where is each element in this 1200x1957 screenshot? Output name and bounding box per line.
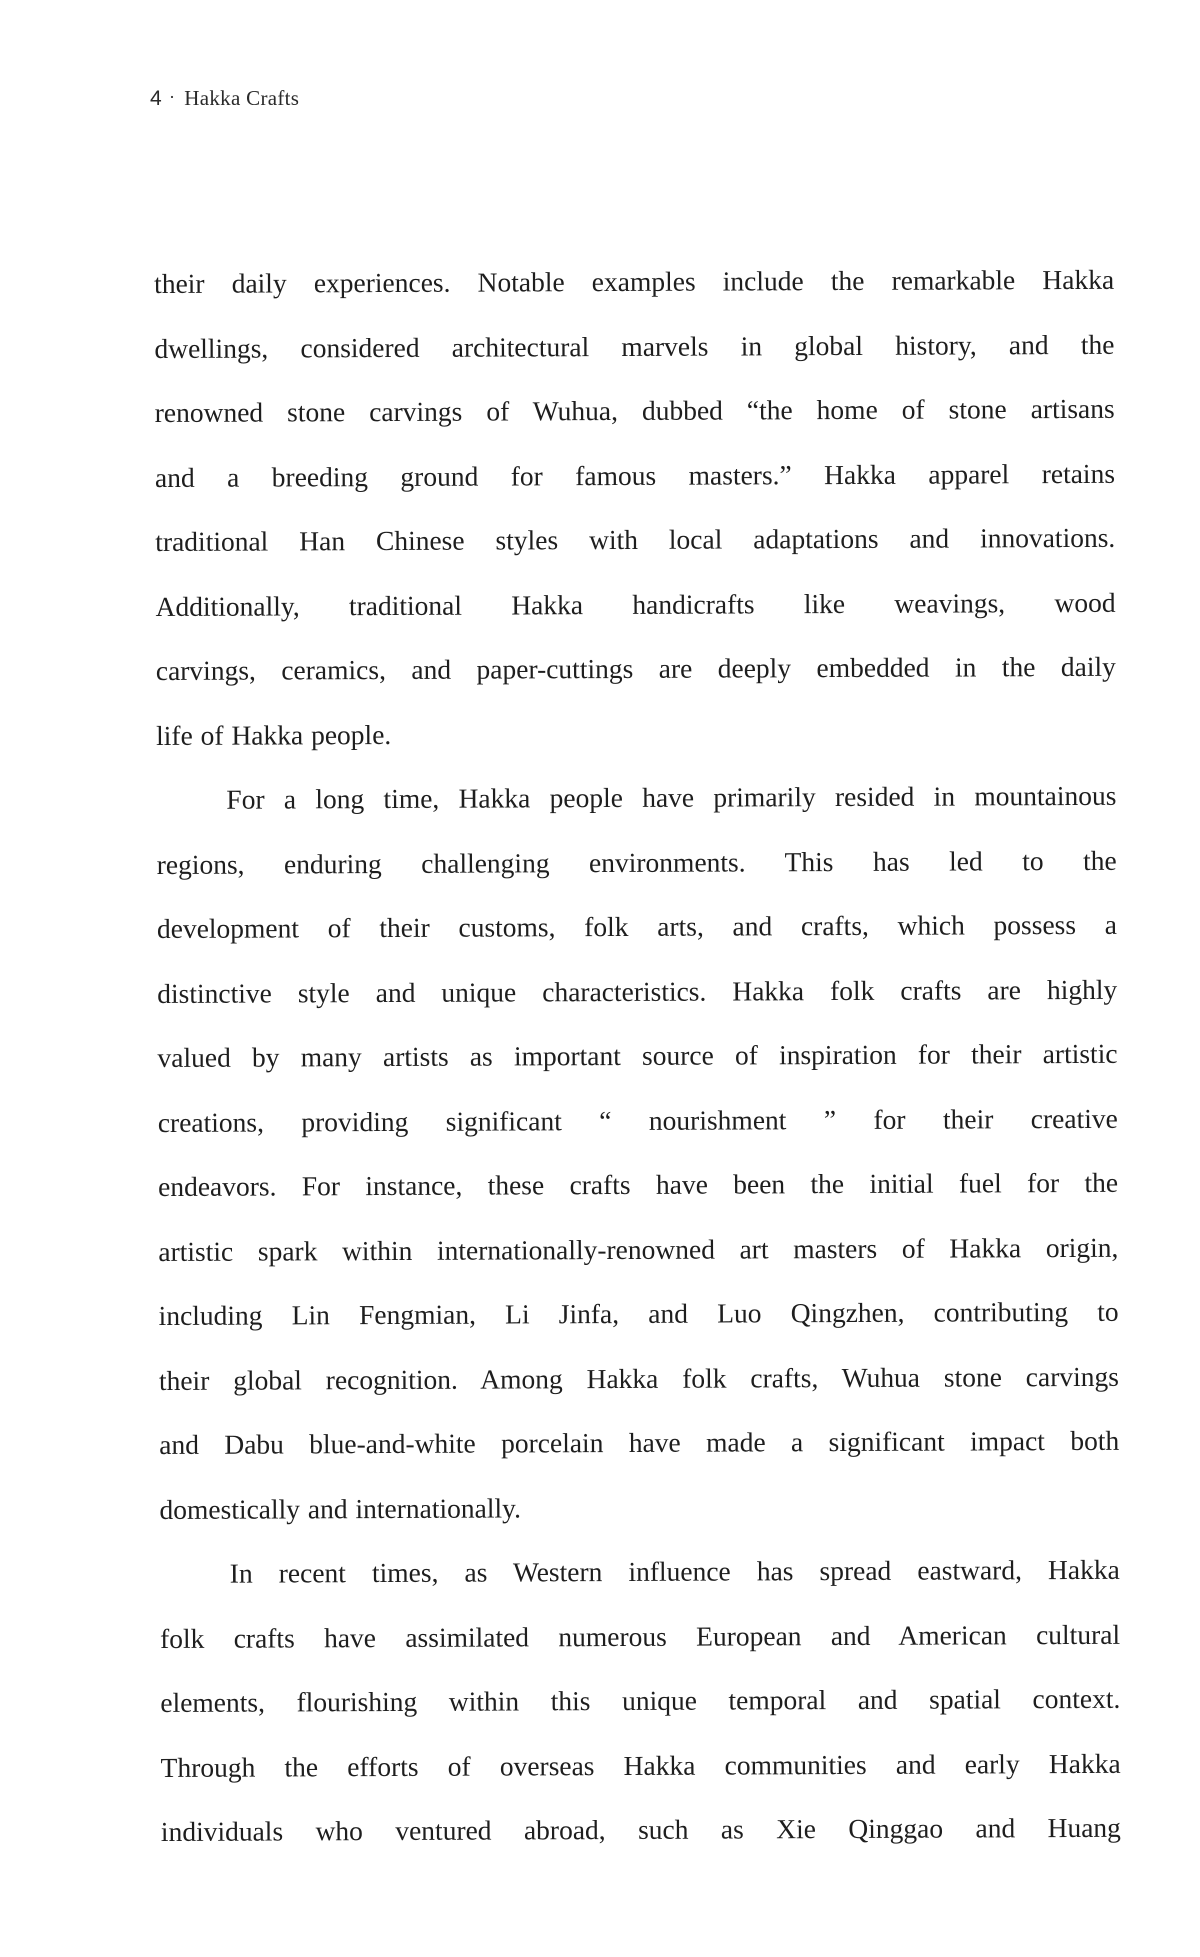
text-line: and a breeding ground for famous masters.” Hakka apparel retains (154, 457, 1116, 493)
text-line: Additionally, traditional Hakka handicrafts like weavings, wood (155, 586, 1116, 622)
text-line: dwellings, considered architectural marvels in global history, and the (154, 328, 1115, 364)
text-line: individuals who ventured abroad, such as Xie Qinggao and Huang (160, 1811, 1121, 1847)
text-line: endeavors. For instance, these crafts have been the initial fuel for the (158, 1166, 1119, 1202)
text-line: folk crafts have assimilated numerous European and American cultural (159, 1618, 1121, 1654)
text-line: renowned stone carvings of Wuhua, dubbed “the home of stone artisans (154, 392, 1115, 428)
text-line: development of their customs, folk arts, and crafts, which possess a (156, 908, 1118, 944)
text-line: elements, flourishing within this unique temporal and spatial context. (160, 1682, 1121, 1718)
paragraph-end-line: life of Hakka people. (156, 718, 392, 751)
body-text (154, 248, 1121, 1865)
text-line: carvings, ceramics, and paper-cuttings are deeply embedded in the daily (155, 650, 1116, 686)
text-line: including Lin Fengmian, Li Jinfa, and Luo Qingzhen, contributing to (158, 1295, 1119, 1331)
page-number: 4 (150, 87, 162, 110)
text-line: Through the efforts of overseas Hakka communities and early Hakka (160, 1747, 1121, 1783)
text-line: distinctive style and unique characteristics. Hakka folk crafts are highly (157, 973, 1118, 1009)
text-line: their global recognition. Among Hakka folk crafts, Wuhua stone carvings (158, 1360, 1119, 1396)
text-line: and Dabu blue-and-white porcelain have made a significant impact both (159, 1424, 1120, 1460)
book-title: Hakka Crafts (184, 86, 300, 110)
paragraph-first-line: In recent times, as Western influence has spread eastward, Hakka (229, 1553, 1120, 1589)
paragraph-first-line: For a long time, Hakka people have primarily resided in mountainous (226, 779, 1117, 815)
text-line: their daily experiences. Notable examples include the remarkable Hakka (154, 263, 1115, 299)
running-header (150, 86, 299, 111)
text-line: artistic spark within internationally-renowned art masters of Hakka origin, (158, 1231, 1119, 1267)
paragraph-end-line: domestically and internationally. (159, 1491, 521, 1525)
text-line: regions, enduring challenging environments. This has led to the (156, 844, 1117, 880)
text-line: creations, providing significant “ nourishment ” for their creative (157, 1102, 1118, 1138)
text-line: valued by many artists as important source of inspiration for their artistic (157, 1037, 1118, 1073)
text-line: traditional Han Chinese styles with local adaptations and innovations. (155, 521, 1116, 557)
header-separator: · (168, 87, 176, 107)
